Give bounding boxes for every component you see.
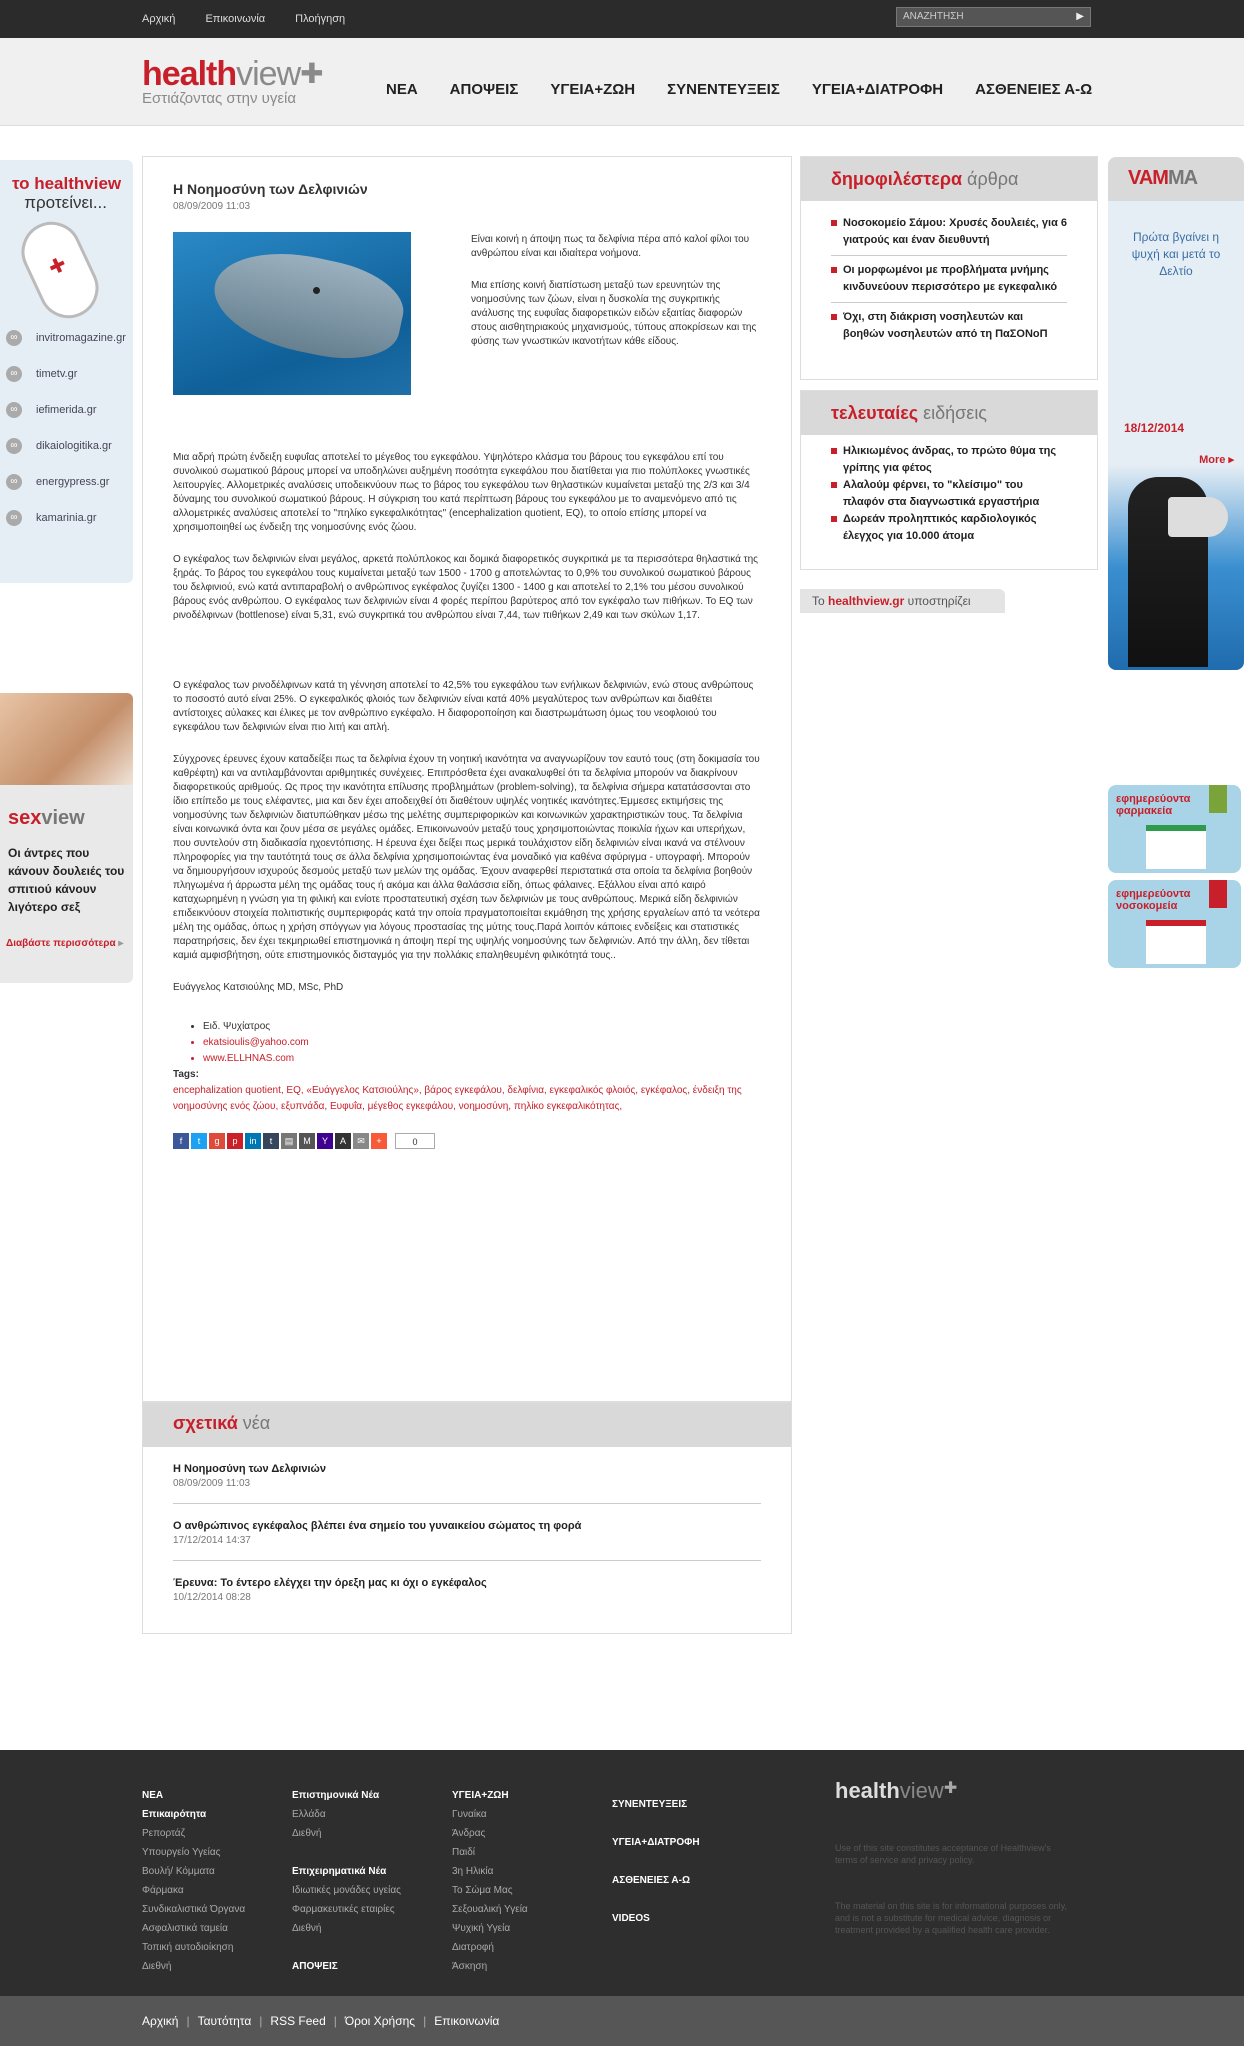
bottom-bar: Αρχική | Ταυτότητα | RSS Feed | Όροι Χρήσης | Επικοινωνία [0, 1996, 1244, 2046]
vamma-date: 18/12/2014 [1124, 421, 1185, 435]
vamma-more-link[interactable]: More ▸ [1199, 454, 1234, 466]
popular-articles [800, 156, 1098, 380]
nav-interviews[interactable]: ΣΥΝΕΝΤΕΥΞΕΙΣ [667, 81, 780, 98]
article [142, 156, 792, 1402]
suggested-site[interactable]: ∞ invitromagazine.gr [6, 320, 126, 356]
suggestions-box [0, 160, 133, 583]
sexview-headline[interactable]: Οι άντρες που κάνουν δουλειές του σπιτιού κάνουν λιγότερο σεξ [8, 846, 125, 914]
bottom-link-contact[interactable]: Επικοινωνία [434, 2014, 500, 2028]
googleplus-icon[interactable]: g [209, 1133, 225, 1149]
related-item-title[interactable]: Η Νοημοσύνη των Δελφινιών [173, 1463, 326, 1475]
suggestions-title [12, 174, 121, 212]
logo-tagline: Εστιάζοντας στην υγεία [142, 90, 297, 107]
article-intro [471, 233, 761, 367]
link-icon: ∞ [6, 366, 22, 382]
pinterest-icon[interactable]: p [227, 1133, 243, 1149]
sexview-photo [0, 693, 133, 785]
logo-view: view [236, 55, 301, 93]
yahoo-icon[interactable]: Y [317, 1133, 333, 1149]
search-input[interactable] [896, 7, 1091, 27]
tags-list[interactable]: encephalization quotient, EQ, «Ευάγγελος Κατσιούλης», βάρος εγκεφάλου, δελφίνια, εγκεφαλικός φλοιός, εγκέφαλος, ένδειξη της νοημοσύνης ενός ζώου, εξυπνάδα, Ευφυΐα, μέγεθος εγκεφάλου, νοημοσύνη, πηλίκο εγκεφαλικότητας, [173, 1085, 742, 1112]
body-paragraph: Μια αδρή πρώτη ένδειξη ευφυΐας αποτελεί το μέγεθος του εγκεφάλου. Υψηλότερο κλάσμα του βάρους του εγκεφάλου επί του συνολικού σωματικού βάρους μπορεί να υποδηλώνει αυξημένη ποσότητα εγκεφάλου που διατίθεται για πιο πολύπλοκες γνωστικές λειτουργίες. Αλλομετρικές αναλύσεις υποδεικνύουν πως το βάρος του εγκεφάλου των θηλαστικών κυμαίνεται μεταξύ της 2/3 και 3/4 δύναμης του συνολικού σωματικού βάρους. Η σύγκριση του κατά περίπτωση βάρους του εγκεφάλου με το αναμενόμενο από τις αλλομετρικές αναλύσεις αποτελεί το "πηλίκο εγκεφαλικότητας" (encephalization quotient, EQ), το οποίο επίσης μπορεί να χρησιμοποιηθεί ως ένδειξη της νοημοσύνης ενός ζώου. [173, 452, 750, 533]
logo-cross-icon: ✚ [300, 58, 323, 89]
supports-tab[interactable]: Το healthview.gr υποστηρίζει [800, 589, 1005, 613]
popular-title: δημοφιλέστερα άρθρα [801, 157, 1097, 201]
gmail-icon[interactable]: M [299, 1133, 315, 1149]
mouse-icon: ✚ [12, 212, 109, 328]
suggested-site[interactable]: ∞ kamarinia.gr [6, 500, 126, 536]
nav-news[interactable]: ΝΕΑ [386, 81, 418, 98]
tags-label: Tags: [173, 1069, 199, 1080]
suggested-sites [6, 320, 126, 536]
facebook-icon[interactable]: f [173, 1133, 189, 1149]
article-image-dolphin [173, 232, 411, 395]
related-item-date: 08/09/2009 11:03 [173, 1478, 251, 1489]
suggested-site[interactable]: ∞ dikaiologitika.gr [6, 428, 126, 464]
link-icon: ∞ [6, 510, 22, 526]
logo-health: health [142, 55, 237, 93]
sexview-box[interactable] [0, 693, 133, 983]
popular-item[interactable]: Νοσοκομείο Σάμου: Χρυσές δουλειές, για 6 γιατρούς και έναν διευθυντή [831, 209, 1067, 256]
top-link-navigation[interactable]: Πλοήγηση [295, 13, 346, 25]
related-item[interactable] [173, 1520, 761, 1561]
nav-opinions[interactable]: ΑΠΟΨΕΙΣ [449, 81, 519, 98]
related-item[interactable] [173, 1463, 761, 1504]
nav-diseases[interactable]: ΑΣΘΕΝΕΙΕΣ Α-Ω [975, 81, 1093, 98]
author-website-link[interactable]: • www.ELLHNAS.com [203, 1051, 763, 1067]
suggestions-subtitle: προτείνει... [24, 193, 107, 212]
top-links [142, 13, 345, 25]
related-item-title[interactable]: Έρευνα: Το έντερο ελέγχει την όρεξη μας κι όχι ο εγκέφαλος [173, 1577, 487, 1589]
footer-terms-note: Use of this site constitutes acceptance of Healthview's terms of service and privacy policy. [835, 1843, 1051, 1865]
footer-disclaimer: The material on this site is for informational purposes only, and is not a substitute for medical advice, diagnosis or treatment provided by a qualified health care provider. [835, 1901, 1067, 1935]
bookmark-icon [1209, 785, 1227, 813]
body-paragraph: Ο εγκέφαλος των δελφινιών είναι μεγάλος, αρκετά πολύπλοκος και δομικά διαφορετικός συγκριτικά με τα περισσότερα θηλαστικά της ξηράς. Το βάρος του εγκεφάλου τους κυμαίνεται μεταξύ των 1500 - 1700 g αποτελώντας το 0,9% του συνολικού σωματικού βάρους του δελφινιού, ενώ κατά αντιπαραβολή ο ανθρώπινος εγκέφαλος ζυγίζει 1300 - 1400 g και αποτελεί το 2,1% του μέσου συνολικού βάρους ενός ανθρώπου. Ο εγκέφαλος των δελφινιών είναι 4 φορές περίπου βαρύτερος από τον εγκέφαλο των πιθήκων. Το EQ των ρινοδέλφινων (bottlenose) είναι 5,31, ενώ συγκριτικά του ανθρώπου είναι 7,44, των πιθήκων 2,49 και των σκύλων 1,17. [173, 554, 759, 621]
footer-col-health-life: ΥΓΕΙΑ+ΖΩΗ Γυναίκα Άνδρας Παιδί 3η Ηλικία Το Σώμα Μας Σεξουαλική Υγεία Ψυχική Υγεία Διατροφή Άσκηση [452, 1790, 528, 1972]
top-link-home[interactable]: Αρχική [142, 13, 176, 25]
aol-icon[interactable]: A [335, 1133, 351, 1149]
search-go-icon[interactable]: ▶ [1076, 11, 1084, 22]
intro-paragraph: Μια επίσης κοινή διαπίστωση μεταξύ των ερευνητών της νοημοσύνης των ζώων, είναι η δυσκολία της συγκριτικής ανάλυσης της ευφυΐας διαφορετικών ειδών εξαιτίας διαφορών στους αισθητηριακούς μηχανισμούς, τύπους αποκρίσεων και της φύσης των γνωστικών ικανοτήτων κάθε είδους. [471, 280, 757, 347]
site-header [0, 38, 1244, 126]
article-title: Η Νοημοσύνη των Δελφινιών [173, 181, 368, 197]
link-icon: ∞ [6, 474, 22, 490]
sexview-read-more[interactable]: Διαβάστε περισσότερα ▸ [6, 938, 124, 949]
link-icon: ∞ [6, 402, 22, 418]
pharmacies-label: εφημερεύοντα φαρμακεία [1116, 793, 1191, 817]
suggestions-title-main: το healthview [12, 174, 122, 193]
article-body [173, 451, 763, 1149]
megaphone-icon [1168, 497, 1228, 537]
linkedin-icon[interactable]: in [245, 1133, 261, 1149]
pharmacy-building-icon [1146, 825, 1206, 869]
related-item-date: 17/12/2014 14:37 [173, 1535, 251, 1546]
latest-item[interactable]: Αλαλούμ φέρνει, το "κλείσιμο" του πλαφόν στα διαγνωστικά εργαστήρια [831, 477, 1067, 511]
intro-paragraph: Είναι κοινή η άποψη πως τα δελφίνια πέρα από καλοί φίλοι του ανθρώπου είναι και ιδιαίτερα νοήμονα. [471, 234, 750, 259]
article-author: Ευάγγελος Κατσιούλης MD, MSc, PhD [173, 982, 344, 993]
latest-news [800, 390, 1098, 570]
share-bar [173, 1133, 763, 1149]
footer-col-sections: ΣΥΝΕΝΤΕΥΞΕΙΣ ΥΓΕΙΑ+ΔΙΑΤΡΟΦΗ ΑΣΘΕΝΕΙΕΣ Α-Ω VIDEOS [612, 1799, 700, 1924]
footer [0, 1750, 1244, 1996]
email-icon[interactable]: ✉ [353, 1133, 369, 1149]
suggested-site[interactable]: ∞ iefimerida.gr [6, 392, 126, 428]
site-logo[interactable] [142, 56, 323, 107]
search-placeholder: ΑΝΑΖΗΤΗΣΗ [903, 11, 964, 22]
link-icon: ∞ [6, 438, 22, 454]
bookmark-icon [1209, 880, 1227, 908]
related-item-date: 10/12/2014 08:28 [173, 1592, 251, 1603]
footer-logo[interactable]: healthview✚ [835, 1778, 958, 1803]
vamma-text: Πρώτα βγαίνει η ψυχή και μετά το Δελτίο [1131, 230, 1221, 278]
bottom-link-terms[interactable]: Όροι Χρήσης [344, 2014, 416, 2028]
tumblr-icon[interactable]: t [263, 1133, 279, 1149]
bottom-link-rss[interactable]: RSS Feed [270, 2014, 326, 2028]
top-link-contact[interactable]: Επικοινωνία [205, 13, 266, 25]
hospital-building-icon [1146, 920, 1206, 964]
vamma-ad[interactable] [1108, 157, 1244, 670]
related-title: σχετικά νέα [143, 1403, 791, 1447]
footer-col-news: ΝΕΑ Επικαιρότητα Ρεπορτάζ Υπουργείο Υγείας Βουλή/ Κόμματα Φάρμακα Συνδικαλιστικά Όργανα Ασφαλιστικά ταμεία Τοπική αυτοδιοίκηση Διεθνή [142, 1790, 246, 1972]
footer-col-sci: Επιστημονικά Νέα Ελλάδα Διεθνή Επιχειρηματικά Νέα Ιδιωτικές μονάδες υγείας Φαρμακευτικές εταιρίες Διεθνή ΑΠΟΨΕΙΣ [292, 1790, 401, 1972]
link-icon: ∞ [6, 330, 22, 346]
popular-item[interactable]: Όχι, στη διάκριση νοσηλευτών και βοηθών νοσηλευτών από τη ΠαΣΟΝοΠ [831, 303, 1067, 349]
bottom-link-identity[interactable]: Ταυτότητα [197, 2014, 252, 2028]
author-specialty: • Ειδ. Ψυχίατρος [203, 1019, 763, 1035]
top-bar [0, 0, 1244, 38]
latest-item[interactable]: Ηλικιωμένος άνδρας, το πρώτο θύμα της γρίπης για φέτος [831, 443, 1067, 477]
twitter-icon[interactable]: t [191, 1133, 207, 1149]
author-email-link[interactable]: • ekatsioulis@yahoo.com [203, 1035, 763, 1051]
suggested-site[interactable]: ∞ energypress.gr [6, 464, 126, 500]
article-tags [173, 1067, 763, 1115]
body-paragraph: Ο εγκέφαλος των ρινοδέλφινων κατά τη γέννηση αποτελεί το 42,5% του εγκεφάλου των ενήλικων δελφινιών, ενώ στους ανθρώπους το ποσοστό αυτό είναι 25%. Ο εγκεφαλικός φλοιός των δελφινιών είναι κατά 40% μεγαλύτερος των ανθρώπων και διαθέτει αντίστοιχες αύλακες και έλικες με τον ανθρώπινο εγκέφαλο. Η διαφοροποίηση και διαστρωμάτωση όμως του νεοφλοιού του εγκεφάλου των δελφινιών είναι πιο λιτή και απλή. [173, 680, 754, 733]
pharmacies-on-duty-link[interactable] [1108, 785, 1241, 873]
body-paragraph: Σύγχρονες έρευνες έχουν καταδείξει πως τα δελφίνια έχουν τη νοητική ικανότητα να αναγνωρίζουν τον εαυτό τους (στη δοκιμασία του καθρέφτη) και να αντιλαμβάνονται αριθμητικές συνέχειες. Επιπρόσθετα έχει ανακαλυφθεί ότι τα δελφίνια μπορούν να διακρίνουν διαφορετικούς αριθμούς. Ως προς την ικανότητα επίλυσης προβλημάτων (problem-solving), τα δελφίνια σήμερα κατατάσσονται στο ίδιο επίπεδο με τους ελέφαντες, μια και δεν έχει αποδειχθεί ότι διαθέτουν υψηλές νοητικές ικανότητες.Έμμεσες εκτιμήσεις της νοημοσύνης των δελφινιών διατυπώθηκαν μέσω της μελέτης συμπεριφορικών και κοινωνικών χαρακτηριστικών τους. Τα δελφίνια είναι κοινωνικά όντα και ζουν μέσα σε μεγάλες ομάδες. Επικοινωνούν μεταξύ τους χρησιμοποιώντας ποικιλία ήχων και υπερήχων, που συντελούν στη διαδικασία ηχοεντόπισης. Η έρευνα έχει δείξει πως μερικά τουλάχιστον είδη δελφινιών είναι ικανά να στέλνουν πληροφορίες για την ταυτότητά τους σε άλλα δελφίνια χρησιμοποιώντας ένα μοναδικό για καθένα σφύριγμα - υπογραφή. Μπορούν να δημιουργήσουν ισχυρούς δεσμούς μεταξύ των μελών της ομάδας. Έχουν αναφερθεί περιστατικά στα οποία τα δελφίνια βοηθούν πληγωμένα ή άρρωστα μέλη της ομάδας τους ή ακόμα και άλλα θαλάσσια είδη, όπως φάλαινες. Εξάλλου είναι από καιρό καταχωρημένη η γνώση για τη φιλική και ενίοτε προστατευτική σχέση των δελφινιών με τους ανθρώπους. Μερικά είδη δελφινιών επιδεικνύουν στοιχεία πολιτιστικής συμπεριφοράς κατά την οποία πραγματοποιείται εκμάθηση της χρήσης εργαλείων από τα νεότερα μέλη της ομάδας, όπως η χρήση σπόγγων για λόγους προστασίας της μύτης τους.Παρά λοιπόν κάποιες ενδείξεις και στατιστικές παρατηρήσεις, δεν έχει τεκμηριωθεί επιστημονικά η άποψη περί της υψηλής νοημοσύνης των δελφινιών. Από την άλλη, δεν τίθεται καμιά αμφισβήτηση, ούτε επιστημονικός δισταγμός για την πολλάκις επαληθευμένη φιλικότητά τους.. [173, 754, 760, 961]
sexview-brand: sexview [8, 807, 85, 829]
print-icon[interactable]: ▤ [281, 1133, 297, 1149]
author-contacts [203, 1019, 763, 1067]
popular-item[interactable]: Οι μορφωμένοι με προβλήματα μνήμης κινδυνεύουν περισσότερο με εγκεφαλικό [831, 256, 1067, 303]
nav-health-life[interactable]: ΥΓΕΙΑ+ΖΩΗ [550, 81, 636, 98]
latest-item[interactable]: Δωρεάν προληπτικός καρδιολογικός έλεγχος για 10.000 άτομα [831, 511, 1067, 545]
bottom-link-home[interactable]: Αρχική [142, 2014, 179, 2028]
related-item-title[interactable]: Ο ανθρώπινος εγκέφαλος βλέπει ένα σημείο του γυναικείου σώματος τη φορά [173, 1520, 582, 1532]
related-item[interactable] [173, 1577, 761, 1617]
latest-title: τελευταίες ειδήσεις [801, 391, 1097, 435]
vamma-brand: VAMMA [1108, 157, 1244, 201]
hospitals-label: εφημερεύοντα νοσοκομεία [1116, 888, 1191, 912]
share-count: 0 [395, 1133, 435, 1149]
left-column [0, 160, 133, 583]
more-share-icon[interactable]: + [371, 1133, 387, 1149]
suggested-site[interactable]: ∞ timetv.gr [6, 356, 126, 392]
main-nav [386, 81, 1092, 98]
related-news [142, 1402, 792, 1634]
nav-health-nutrition[interactable]: ΥΓΕΙΑ+ΔΙΑΤΡΟΦΗ [811, 81, 944, 98]
article-date: 08/09/2009 11:03 [173, 201, 251, 212]
hospitals-on-duty-link[interactable] [1108, 880, 1241, 968]
